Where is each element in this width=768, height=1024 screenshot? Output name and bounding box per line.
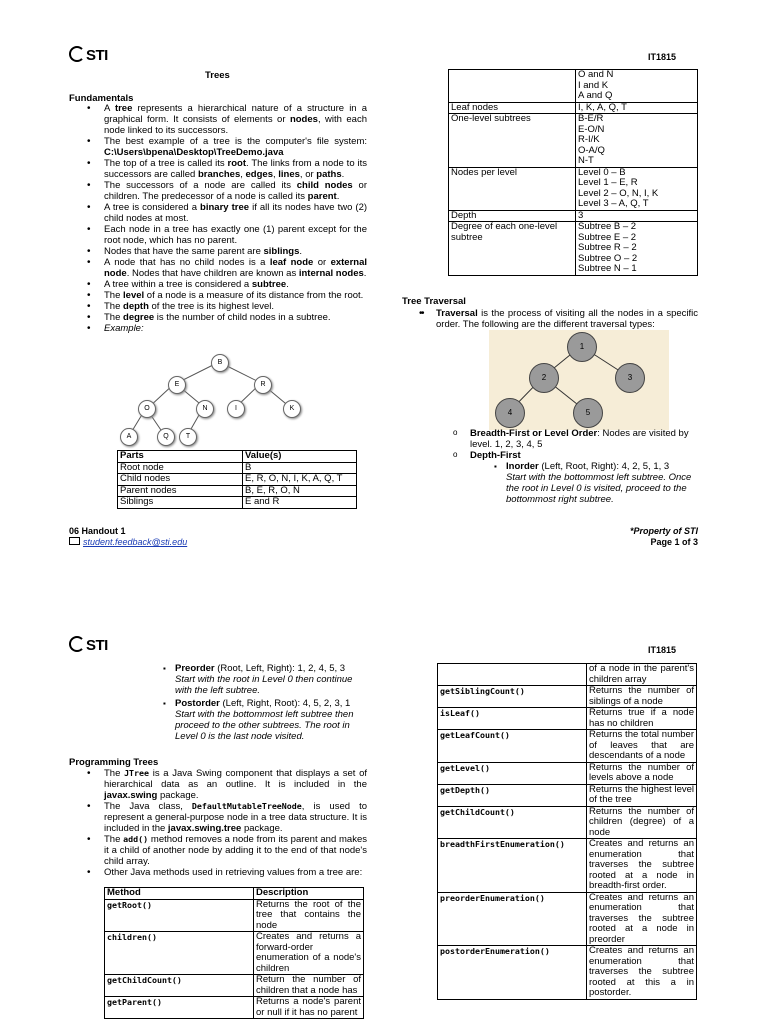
table-cell: Degree of each one-level subtree — [449, 222, 576, 276]
page-title: Trees — [205, 70, 230, 81]
preorder-text: (Root, Left, Right): 1, 2, 4, 5, 3 — [214, 663, 346, 674]
table-row — [438, 686, 697, 708]
method-name: isLeaf() — [438, 708, 587, 730]
tree-diagram — [115, 350, 315, 450]
traversal-text: is the process of visiting all the nodes in a specific order. The following are the different traversal types: — [436, 308, 698, 330]
footer-handout: 06 Handout 1 — [69, 526, 126, 536]
table-header: Description — [254, 888, 364, 900]
table-cell: One-level subtrees — [449, 114, 576, 168]
method-description: Returns the number of levels above a node — [587, 762, 697, 784]
method-name: getRoot() — [105, 899, 254, 932]
table-cell: Parent nodes — [118, 485, 243, 497]
table-row — [438, 806, 697, 839]
table-header: Value(s) — [243, 451, 357, 463]
table-cell: B-E/R E-O/N R-I/K O-A/Q N-T — [576, 114, 698, 168]
dfs-item: o Depth-First — [453, 450, 521, 461]
course-code: IT1815 — [648, 52, 677, 62]
table-cell: Leaf nodes — [449, 102, 576, 114]
table-header: Method — [105, 888, 254, 900]
method-name: getChildCount() — [438, 806, 587, 839]
traversal-node: 5 — [573, 398, 603, 428]
table-row — [449, 210, 698, 222]
table-cell: Siblings — [118, 497, 243, 509]
table-cell: Subtree B – 2 Subtree E – 2 Subtree R – 2 Subtree O – 2 Subtree N – 1 — [576, 222, 698, 276]
table-row — [449, 102, 698, 114]
table-row — [449, 167, 698, 210]
table-cell: E, R, O, N, I, K, A, Q, T — [243, 474, 357, 486]
table-row — [449, 222, 698, 276]
section-heading: Programming Trees — [69, 757, 159, 768]
bullet: • — [421, 308, 425, 319]
table-cell: I, K, A, Q, T — [576, 102, 698, 114]
tree-node: N — [196, 400, 214, 418]
course-code: IT1815 — [648, 645, 677, 655]
traversal-node: 2 — [529, 363, 559, 393]
sti-logo: STI — [69, 46, 108, 62]
method-description: Creates and returns a forward-order enumeration of a node's children — [254, 932, 364, 975]
preorder-item: ▪ Preorder (Root, Left, Right): 1, 2, 4, 5, 3 Start with the root in Level 0 then continue with the left subtree. — [163, 663, 353, 696]
table-cell: B, E, R, O, N — [243, 485, 357, 497]
table-row — [438, 762, 697, 784]
table-row — [105, 975, 364, 997]
method-description: Creates and returns an enumeration that traverses the subtree rooted at a node in breadth-first order. — [587, 839, 697, 893]
methods-table-right — [437, 663, 697, 1000]
table-row — [449, 70, 698, 103]
method-description: Return the number of children that a node has — [254, 975, 364, 997]
list-item: • The successors of a node are called its child nodes or children. The predecessor of a node is called its parent. — [104, 180, 367, 202]
list-item: • The depth of the tree is its highest level. — [104, 301, 367, 312]
method-name: getParent() — [105, 997, 254, 1019]
method-description: Returns the number of children (degree) of a node — [587, 806, 697, 839]
table-row — [118, 474, 357, 486]
postorder-text: (Left, Right, Root): 4, 5, 2, 3, 1 — [219, 698, 351, 709]
table-row — [438, 946, 697, 1000]
table-cell: Child nodes — [118, 474, 243, 486]
list-item: • Other Java methods used in retrieving values from a tree are: — [87, 867, 363, 878]
email-icon — [69, 537, 80, 545]
preorder-term: Preorder — [175, 663, 215, 674]
traversal-heading: Tree Traversal — [402, 296, 466, 307]
bfs-text: : Nodes are visited by level. 1, 2, 3, 4, 5 — [470, 428, 689, 450]
list-item: • A tree is considered a binary tree if all its nodes have two (2) child nodes at most. — [104, 202, 367, 224]
table-cell: 3 — [576, 210, 698, 222]
dfs-term: Depth-First — [470, 450, 521, 461]
tree-node: R — [254, 376, 272, 394]
method-description: Returns a node's parent or null if it has no parent — [254, 997, 364, 1019]
postorder-term: Postorder — [175, 698, 220, 709]
traversal-definition — [436, 308, 698, 330]
list-item: • The best example of a tree is the computer's file system: C:\Users\bpena\Desktop\TreeDemo.java — [104, 136, 367, 158]
traversal-node: 1 — [567, 332, 597, 362]
method-name: getChildCount() — [105, 975, 254, 997]
table-cell: E and R — [243, 497, 357, 509]
table-header: Parts — [118, 451, 243, 463]
table-row — [449, 114, 698, 168]
methods-table-left — [104, 887, 364, 1019]
footer-property: *Property of STI — [629, 526, 698, 536]
tree-node: O — [138, 400, 156, 418]
inorder-note: Start with the bottommost left subtree. Once the root in Level 0 is visited, proceed to the bottommost right subtree. — [506, 472, 692, 505]
table-row — [118, 462, 357, 474]
list-item: • A node that has no child nodes is a leaf node or external node. Nodes that have children are known as internal nodes. — [104, 257, 367, 279]
table-row — [118, 497, 357, 509]
table-row — [438, 708, 697, 730]
method-description: Returns the number of siblings of a node — [587, 686, 697, 708]
tree-node: I — [227, 400, 245, 418]
feedback-email-link[interactable]: student.feedback@sti.edu — [83, 537, 188, 547]
table-cell: Depth — [449, 210, 576, 222]
table-cell: Root node — [118, 462, 243, 474]
tree-node: Q — [157, 428, 175, 446]
table-cell: B — [243, 462, 357, 474]
table-cell: O and N I and K A and Q — [576, 70, 698, 103]
table-row — [105, 932, 364, 975]
method-name: getLeafCount() — [438, 730, 587, 763]
tree-node: K — [283, 400, 301, 418]
tree-node: E — [168, 376, 186, 394]
method-description: Creates and returns an enumeration that traverses the subtree rooted at a node in preorder — [587, 892, 697, 946]
footer-page-number: Page 1 of 3 — [650, 537, 698, 547]
list-item-example: • Example: — [104, 323, 367, 334]
inorder-text: (Left, Root, Right): 4, 2, 5, 1, 3 — [538, 461, 670, 472]
list-item: • Each node in a tree has exactly one (1) parent except for the root node, which has no parent. — [104, 224, 367, 246]
sti-swirl-icon — [69, 46, 85, 62]
method-description: Returns the total number of leaves that are descendants of a node — [587, 730, 697, 763]
sti-logo: STI — [69, 636, 108, 652]
bfs-term: Breadth-First or Level Order — [470, 428, 598, 439]
list-item: • The degree is the number of child nodes in a subtree. — [104, 312, 367, 323]
list-item: • The Java class, DefaultMutableTreeNode, is used to represent a general-purpose node in a tree data structure. It is included in the javax.swing.tree package. — [87, 801, 367, 834]
postorder-note: Start with the bottommost left subtree then proceed to the other subtrees. The root in Level 0 is the last node visited. — [175, 709, 354, 742]
list-item: • The top of a tree is called its root. The links from a node to its successors are called branches, edges, lines, or paths. — [104, 158, 367, 180]
method-name: preorderEnumeration() — [438, 892, 587, 946]
method-description: Creates and returns an enumeration that traverses the subtree rooted at this a in postorder. — [587, 946, 697, 1000]
method-name: breadthFirstEnumeration() — [438, 839, 587, 893]
traversal-node: 4 — [495, 398, 525, 428]
table-row — [118, 485, 357, 497]
table-row — [438, 730, 697, 763]
method-name: postorderEnumeration() — [438, 946, 587, 1000]
programming-list — [87, 768, 368, 878]
list-item: • A tree within a tree is considered a subtree. — [104, 279, 367, 290]
footer-email — [69, 537, 187, 548]
preorder-note: Start with the root in Level 0 then continue with the left subtree. — [175, 674, 353, 696]
parts-table — [117, 450, 357, 509]
postorder-item: ▪ Postorder (Left, Right, Root): 4, 5, 2, 3, 1 Start with the bottommost left subtree then proceed to the other subtrees. The root in Level 0 is the last node visited. — [163, 698, 354, 742]
tree-node: B — [211, 354, 229, 372]
list-item: • The level of a node is a measure of its distance from the root. — [104, 290, 367, 301]
table-row — [105, 997, 364, 1019]
list-item: • Nodes that have the same parent are siblings. — [104, 246, 367, 257]
sti-swirl-icon — [69, 636, 85, 652]
list-item: • The add() method removes a node from its parent and makes it a child of another node by adding it to the end of that node's child array. — [87, 834, 367, 867]
method-description: of a node in the parent's children array — [587, 664, 697, 686]
fundamentals-list — [104, 103, 367, 334]
table-row — [438, 892, 697, 946]
method-description: Returns the highest level of the tree — [587, 784, 697, 806]
tree-node: A — [120, 428, 138, 446]
table-row — [438, 664, 697, 686]
method-name — [438, 664, 587, 686]
table-cell — [449, 70, 576, 103]
traversal-term: Traversal — [436, 308, 478, 319]
table-row — [438, 839, 697, 893]
table-cell: Nodes per level — [449, 167, 576, 210]
traversal-node: 3 — [615, 363, 645, 393]
method-name: getSiblingCount() — [438, 686, 587, 708]
table-row — [105, 899, 364, 932]
inorder-term: Inorder — [506, 461, 539, 472]
method-description: Returns true if a node has no children — [587, 708, 697, 730]
section-heading: Fundamentals — [69, 93, 134, 104]
traversal-diagram — [489, 330, 669, 430]
table-cell: Level 0 – B Level 1 – E, R Level 2 – O, N, I, K Level 3 – A, Q, T — [576, 167, 698, 210]
table-row — [438, 784, 697, 806]
method-name: getDepth() — [438, 784, 587, 806]
method-name: children() — [105, 932, 254, 975]
method-name: getLevel() — [438, 762, 587, 784]
tree-properties-table — [448, 69, 698, 276]
inorder-item: ▪ Inorder (Left, Root, Right): 4, 2, 5, 1, 3 Start with the bottommost left subtree. Once the root in Level 0 is visited, proceed to the bottommost right subtree. — [494, 461, 692, 505]
list-item: • A tree represents a hierarchical nature of a structure in a graphical form. It consists of elements or nodes, with each node linked to its successors. — [104, 103, 367, 136]
tree-node: T — [179, 428, 197, 446]
bfs-item: o Breadth-First or Level Order: Nodes are visited by level. 1, 2, 3, 4, 5 — [453, 428, 689, 450]
list-item: • The JTree is a Java Swing component that displays a set of hierarchical data as an outline. It is included in the javax.swing package. — [87, 768, 368, 801]
method-description: Returns the root of the tree that contains the node — [254, 899, 364, 932]
